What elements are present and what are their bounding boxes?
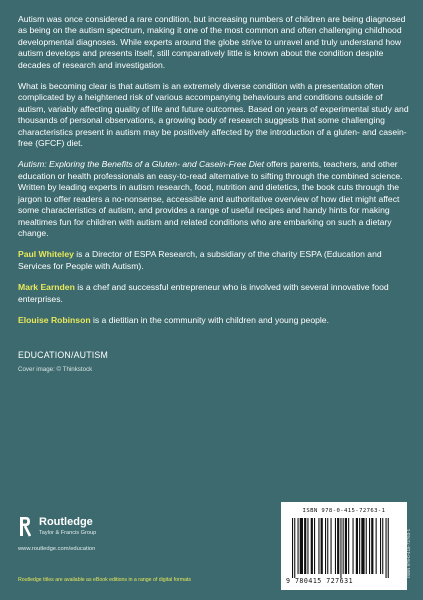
author-bio-3 — [18, 315, 410, 326]
back-cover-text — [18, 14, 410, 373]
barcode-bar — [386, 518, 387, 578]
author-name: Mark Earnden — [18, 282, 75, 293]
barcode-bar — [356, 518, 358, 574]
barcode-bar — [304, 518, 306, 574]
barcode-bar — [353, 518, 354, 574]
isbn-header: ISBN 978-0-415-72763-1 — [302, 508, 386, 514]
barcode-bar — [314, 518, 315, 574]
barcode-bar — [298, 518, 299, 574]
barcode-bar — [311, 518, 313, 574]
publisher-logo — [18, 515, 128, 555]
barcode-bar — [343, 518, 344, 574]
ebook-note: Routledge titles are available as eBook editions in a range of digital formats — [18, 577, 192, 583]
barcode-bar — [327, 518, 328, 574]
author-name: Paul Whiteley — [18, 249, 74, 260]
side-isbn: ISBN 978-0-415-72763-1 — [406, 528, 411, 578]
barcode-bar — [307, 518, 308, 574]
barcode-bar — [335, 518, 336, 574]
barcode-bar — [366, 518, 367, 574]
barcode-bar — [361, 518, 364, 574]
barcode-bar — [388, 518, 389, 578]
author-bio: is a Director of ESPA Research, a subsidiary of the charity ESPA (Education and Services for People with Autism). — [18, 249, 382, 271]
barcode-bar — [300, 518, 303, 574]
author-bio-1 — [18, 249, 410, 272]
barcode-bar — [348, 518, 349, 574]
blurb-paragraph-2: What is becoming clear is that autism is an extremely diverse condition with a presentation often complicated by a heightened risk of various accompanying behaviours and conditions outside of autism, variably affecting quality of life and future outcomes. Based on years of experimental study and thousands of personal observations, a growing body of research suggests that some challenging characteristics present in autism may be positively affected by the introduction of a gluten- and casein-free (GFCF) diet. — [18, 81, 409, 149]
barcode-bar — [371, 518, 373, 574]
barcode-bar — [325, 518, 326, 574]
barcode-icon — [290, 518, 398, 578]
barcode-bar — [369, 518, 370, 574]
barcode-bar — [331, 518, 332, 574]
barcode-bar — [318, 518, 319, 574]
barcode-bar — [321, 518, 323, 574]
barcode-bar — [376, 518, 377, 574]
author-bio: is a chef and successful entrepreneur who is involved with several innovative food enterprises. — [18, 282, 389, 304]
blurb-paragraph-3-body: offers parents, teachers, and other education or health professionals an easy-to-read alternative to sifting through the combined science. Written by leading experts in autism research, food, nutrition and dietetics, the book cuts through the jargon to offer readers a no-nonsense, accessible and authoritative overview of how diet might affect some characteristics of autism, and provides a range of useful recipes and handy hints for making mealtimes fun for children with autism and related conditions who are embarking on such a dietary change. — [18, 159, 403, 238]
cover-credit: Cover image: © Thinkstock — [18, 366, 93, 374]
barcode-bar — [292, 518, 293, 578]
author-name: Elouise Robinson — [18, 314, 91, 325]
publisher-url: www.routledge.com/education — [18, 546, 96, 552]
barcode-bar — [340, 518, 341, 578]
author-bio-2 — [18, 282, 410, 305]
barcode-panel — [281, 502, 407, 590]
blurb-paragraph-1: Autism was once considered a rare condition, but increasing numbers of children are being diagnosed as being on the autism spectrum, making it one of the most common and often challenging childhood developmental diagnoses. While experts around the globe strive to unravel and truly understand how autism develops and presents itself, still comparatively little is known about the condition despite decades of research and investigation. — [18, 14, 406, 70]
book-title: Autism: Exploring the Benefits of a Gluten- and Casein-Free Diet — [18, 159, 264, 170]
publisher-group: Taylor & Francis Group — [39, 530, 97, 536]
publisher-name: Routledge — [39, 516, 93, 528]
barcode-bar — [294, 518, 295, 578]
barcode-digits: 9 780415 727631 — [286, 577, 354, 585]
blurb-paragraph-3 — [18, 159, 410, 239]
subject-category: EDUCATION/AUTISM — [18, 350, 109, 361]
barcode-bar — [359, 518, 360, 574]
barcode-bar — [382, 518, 383, 574]
barcode-bar — [380, 518, 381, 574]
routledge-logo-icon — [18, 515, 32, 537]
barcode-bar — [345, 518, 347, 574]
barcode-bar — [337, 518, 339, 574]
author-bio: is a dietitian in the community with children and young people. — [90, 314, 329, 325]
